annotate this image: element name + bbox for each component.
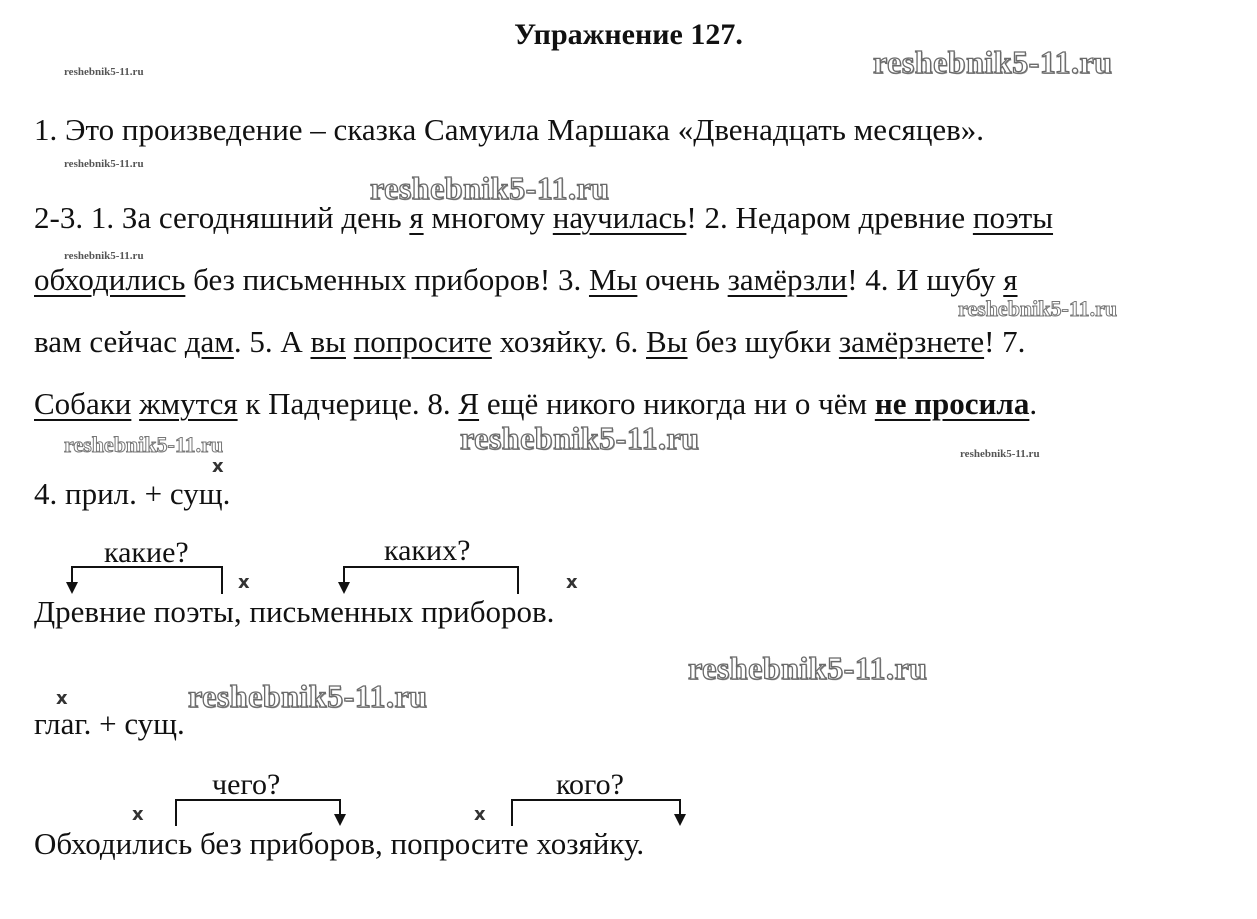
verb-noun-label: глаг. + сущ.	[34, 706, 185, 741]
dependency-arrow	[344, 567, 518, 594]
watermark: reshebnik5-11.ru	[370, 170, 610, 206]
underlined-predicate: научилась	[552, 200, 687, 235]
question-label: кого?	[556, 768, 624, 801]
x-mark: x	[566, 572, 578, 593]
watermark: reshebnik5-11.ru	[688, 650, 928, 686]
underlined-subject: я	[409, 200, 424, 235]
watermark: reshebnik5-11.ru	[460, 420, 700, 456]
x-mark: x	[474, 804, 486, 825]
underlined-subject: вы	[310, 324, 346, 359]
arrowhead	[334, 814, 346, 826]
x-mark: x	[132, 804, 144, 825]
watermark: reshebnik5-11.ru	[64, 158, 144, 170]
answer-item-1: 1. Это произведение – сказка Самуила Маршака «Двенадцать месяцев».	[34, 112, 985, 147]
underlined-predicate: жмутся	[139, 386, 238, 421]
underlined-subject: поэты	[972, 200, 1054, 235]
underlined-predicate: попросите	[353, 324, 492, 359]
watermark: reshebnik5-11.ru	[960, 448, 1040, 460]
underlined-subject: Я	[458, 386, 480, 421]
question-label: чего?	[212, 768, 281, 801]
arrowhead	[66, 582, 78, 594]
underlined-predicate: дам	[184, 324, 234, 359]
underlined-predicate: замёрзли	[727, 262, 848, 297]
dependency-arrow	[512, 800, 680, 826]
watermark: reshebnik5-11.ru	[958, 296, 1118, 321]
arrowhead	[674, 814, 686, 826]
sentence-line-4: Собаки жмутся к Падчерице. 8. Я ещё никого никогда ни о чём не просила.	[34, 386, 1038, 421]
watermark: reshebnik5-11.ru	[64, 66, 144, 78]
underlined-predicate: замёрзнете	[838, 324, 985, 359]
item-4-label: 4. прил. + сущ.	[34, 476, 231, 511]
underlined-subject: Мы	[588, 262, 638, 297]
exercise-title: Упражнение 127.	[514, 18, 743, 51]
question-label: каких?	[384, 534, 471, 567]
sentence-line-3: вам сейчас дам. 5. А вы попросите хозяйку. 6. Вы без шубки замёрзнете! 7.	[34, 324, 1026, 359]
phrase-verb-noun: Обходились без приборов, попросите хозяйку.	[34, 826, 645, 861]
watermark: reshebnik5-11.ru	[64, 250, 144, 262]
underlined-predicate: не просила	[874, 386, 1030, 421]
watermark: reshebnik5-11.ru	[64, 432, 224, 457]
sentence-line-2: обходились без письменных приборов! 3. Мы очень замёрзли! 4. И шубу я	[34, 262, 1018, 297]
sentence-line-1: 2-3. 1. За сегодняшний день я многому научилась! 2. Недаром древние поэты	[34, 200, 1054, 235]
watermark: reshebnik5-11.ru	[873, 44, 1113, 80]
dependency-arrow	[72, 567, 222, 594]
x-mark: x	[238, 572, 250, 593]
underlined-predicate: обходились	[34, 262, 186, 297]
arrowhead	[338, 582, 350, 594]
underlined-subject: я	[1003, 262, 1018, 297]
x-mark: x	[56, 688, 68, 709]
underlined-subject: Вы	[646, 324, 688, 359]
phrase-adj-noun: Древние поэты, письменных приборов.	[34, 594, 555, 629]
dependency-arrow	[176, 800, 340, 826]
underlined-subject: Собаки	[34, 386, 132, 421]
x-mark: x	[212, 456, 224, 477]
question-label: какие?	[104, 536, 189, 569]
watermark: reshebnik5-11.ru	[188, 678, 428, 714]
